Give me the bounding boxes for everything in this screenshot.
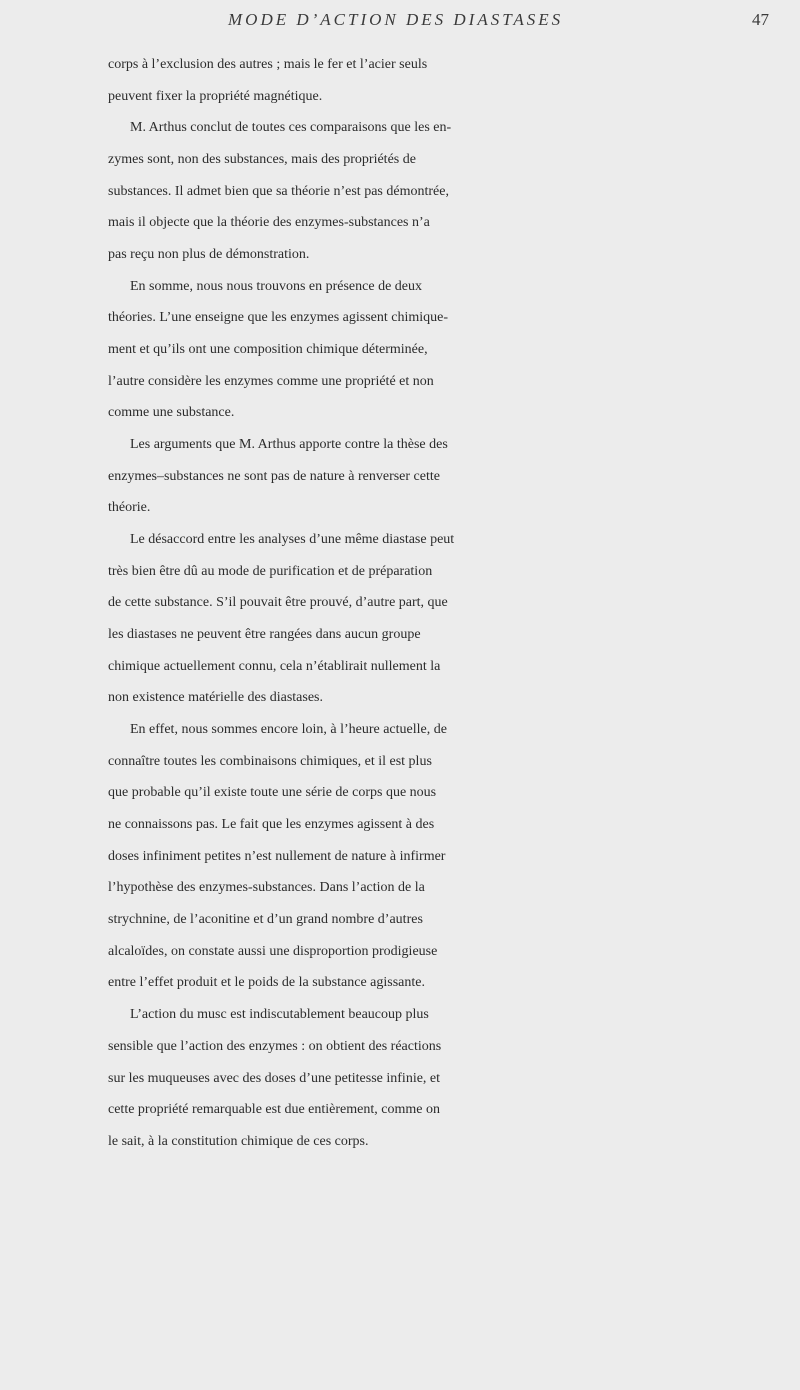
text-line: zymes sont, non des substances, mais des propriétés de xyxy=(108,152,416,168)
running-title: MODE D’ACTION DES DIASTASES xyxy=(228,10,564,29)
text-line: L’action du musc est indiscutablement beaucoup plus xyxy=(130,1007,429,1023)
text-line: connaître toutes les combinaisons chimiques, et il est plus xyxy=(108,753,432,769)
text-line: de cette substance. S’il pouvait être prouvé, d’autre part, que xyxy=(108,595,448,611)
body-text xyxy=(108,49,798,1158)
text-line: théories. L’une enseigne que les enzymes agissent chimique- xyxy=(108,310,449,326)
text-line: corps à l’exclusion des autres ; mais le fer et l’acier seuls xyxy=(108,57,428,72)
text-line: sur les muqueuses avec des doses d’une petitesse infinie, et xyxy=(108,1070,441,1086)
text-line: le sait, à la constitution chimique de ces corps. xyxy=(108,1133,369,1149)
text-line: peuvent fixer la propriété magnétique. xyxy=(108,88,323,104)
text-line: alcaloïdes, on constate aussi une disproportion prodigieuse xyxy=(108,943,438,959)
text-line: Les arguments que M. Arthus apporte contre la thèse des xyxy=(130,437,448,453)
text-line: Le désaccord entre les analyses d’une même diastase peut xyxy=(130,532,455,548)
text-line: substances. Il admet bien que sa théorie n’est pas démontrée, xyxy=(108,183,449,199)
text-line: En effet, nous sommes encore loin, à l’heure actuelle, de xyxy=(130,722,447,738)
text-line: doses infiniment petites n’est nullement de nature à infirmer xyxy=(108,848,446,864)
text-line: théorie. xyxy=(108,500,151,516)
text-line: l’hypothèse des enzymes-substances. Dans l’action de la xyxy=(108,880,425,896)
text-line: ment et qu’ils ont une composition chimique déterminée, xyxy=(108,342,428,358)
text-line: enzymes–substances ne sont pas de nature à renverser cette xyxy=(108,468,440,484)
text-line: chimique actuellement connu, cela n’établirait nullement la xyxy=(108,658,441,674)
text-line: strychnine, de l’aconitine et d’un grand nombre d’autres xyxy=(108,912,423,928)
running-head xyxy=(0,10,800,40)
text-line: l’autre considère les enzymes comme une propriété et non xyxy=(108,373,434,389)
text-line: très bien être dû au mode de purification et de préparation xyxy=(108,563,433,579)
text-line: ne connaissons pas. Le fait que les enzymes agissent à des xyxy=(108,817,435,833)
text-line: entre l’effet produit et le poids de la substance agissante. xyxy=(108,975,425,991)
text-line: que probable qu’il existe toute une série de corps que nous xyxy=(108,785,437,801)
text-line: les diastases ne peuvent être rangées dans aucun groupe xyxy=(108,627,421,643)
text-line: M. Arthus conclut de toutes ces comparaisons que les en- xyxy=(130,120,452,136)
text-line: mais il objecte que la théorie des enzymes-substances n’a xyxy=(108,215,430,231)
text-line: cette propriété remarquable est due entièrement, comme on xyxy=(108,1102,440,1118)
text-line: comme une substance. xyxy=(108,405,235,421)
text-line: non existence matérielle des diastases. xyxy=(108,690,323,706)
text-line: sensible que l’action des enzymes : on obtient des réactions xyxy=(108,1038,442,1054)
text-line: En somme, nous nous trouvons en présence de deux xyxy=(130,278,422,294)
text-line: pas reçu non plus de démonstration. xyxy=(108,247,310,263)
page-number: 47 xyxy=(752,10,769,29)
